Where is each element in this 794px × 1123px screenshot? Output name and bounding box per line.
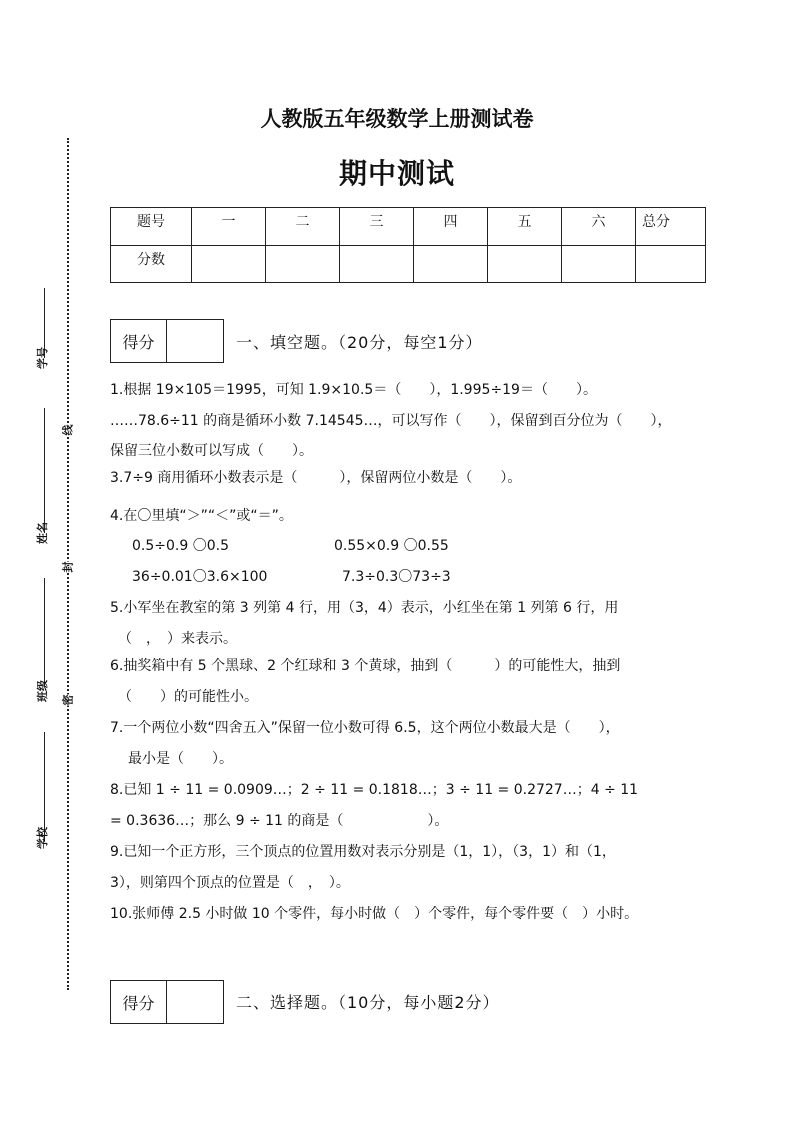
score-header-cell: 题号 <box>111 208 192 246</box>
student-id-label: 学号 <box>36 347 49 369</box>
question-4-item: 7.3÷0.3〇73÷3 <box>342 569 451 585</box>
question-10: 10.张师傅 2.5 小时做 10 个零件，每小时做（ ）个零件，每个零件要（ ）小时。 <box>110 906 639 922</box>
seal-char-seal: 封 <box>58 562 78 573</box>
section-score-blank[interactable] <box>167 320 223 362</box>
page-subtitle: 期中测试 <box>338 157 455 190</box>
question-9-line-1: 9.已知一个正方形，三个顶点的位置用数对表示分别是（1，1），（3，1）和（1， <box>110 844 616 860</box>
question-9-line-2: 3），则第四个顶点的位置是（ ， ）。 <box>110 875 350 891</box>
score-row-label: 分数 <box>111 245 192 283</box>
score-cell[interactable] <box>340 245 414 283</box>
page-title: 人教版五年级数学上册测试卷 <box>260 106 534 131</box>
section-score-label: 得分 <box>111 320 167 362</box>
section-title-multiple-choice: 二、选择题。（10分，每小题2分） <box>236 993 500 1012</box>
question-8-line-1: 8.已知 1 ÷ 11 = 0.0909…；2 ÷ 11 = 0.1818…；3 ÷ 11 = 0.2727…；4 ÷ 11 <box>110 782 639 798</box>
score-cell[interactable] <box>636 245 706 283</box>
section-score-box <box>110 980 224 1024</box>
score-table-score-row <box>111 245 706 283</box>
question-1: 1.根据 19×105＝1995，可知 1.9×10.5＝（ ），1.995÷19＝（ ）。 <box>110 382 597 398</box>
question-4-item: 0.55×0.9 〇0.55 <box>334 538 449 554</box>
score-table-header-row <box>111 208 706 246</box>
question-4: 4.在〇里填“＞”“＜”或“＝”。 <box>110 508 293 524</box>
score-header-cell: 四 <box>414 208 488 246</box>
section-score-box <box>110 319 224 363</box>
question-5-line-1: 5.小军坐在教室的第 3 列第 4 行，用（3，4）表示，小红坐在第 1 列第 6 行，用 <box>110 600 619 616</box>
question-4-item: 36÷0.01〇3.6×100 <box>132 569 268 585</box>
score-cell[interactable] <box>488 245 562 283</box>
section-title-fill-in: 一、填空题。（20分，每空1分） <box>236 333 483 352</box>
class-underline <box>44 578 45 686</box>
seal-char-secret: 密 <box>58 695 78 706</box>
question-2-line-2: 保留三位小数可以写成（ ）。 <box>110 443 313 459</box>
question-3: 3.7÷9 商用循环小数表示是（ ），保留两位小数是（ ）。 <box>110 470 522 486</box>
school-label: 学校 <box>36 827 49 849</box>
question-6-line-1: 6.抽奖箱中有 5 个黑球、2 个红球和 3 个黄球，抽到（ ）的可能性大，抽到 <box>110 658 621 674</box>
score-header-cell: 总分 <box>636 208 706 246</box>
score-table <box>110 207 706 283</box>
question-6-line-2: （ ）的可能性小。 <box>118 689 258 705</box>
seal-char-line: 线 <box>58 425 78 436</box>
name-label: 姓名 <box>36 522 49 544</box>
school-underline <box>44 732 45 842</box>
class-label: 班级 <box>36 680 49 702</box>
section-score-label: 得分 <box>111 981 167 1023</box>
score-cell[interactable] <box>266 245 340 283</box>
score-header-cell: 一 <box>192 208 266 246</box>
question-7-line-2: 最小是（ ）。 <box>128 751 233 767</box>
score-header-cell: 二 <box>266 208 340 246</box>
name-underline <box>44 408 45 533</box>
score-cell[interactable] <box>192 245 266 283</box>
score-header-cell: 六 <box>562 208 636 246</box>
score-header-cell: 三 <box>340 208 414 246</box>
question-4-item: 0.5÷0.9 〇0.5 <box>132 538 229 554</box>
question-7-line-1: 7.一个两位小数“四舍五入”保留一位小数可得 6.5，这个两位小数最大是（ ）， <box>110 720 620 736</box>
question-5-line-2: （ ， ）来表示。 <box>118 631 237 647</box>
question-2-line-1: ……78.6÷11 的商是循环小数 7.14545…，可以写作（ ），保留到百分位为（ ）， <box>110 413 672 429</box>
question-8-line-2: = 0.3636…；那么 9 ÷ 11 的商是（ ）。 <box>110 813 449 829</box>
score-cell[interactable] <box>414 245 488 283</box>
score-cell[interactable] <box>562 245 636 283</box>
score-header-cell: 五 <box>488 208 562 246</box>
section-score-blank[interactable] <box>167 981 223 1023</box>
